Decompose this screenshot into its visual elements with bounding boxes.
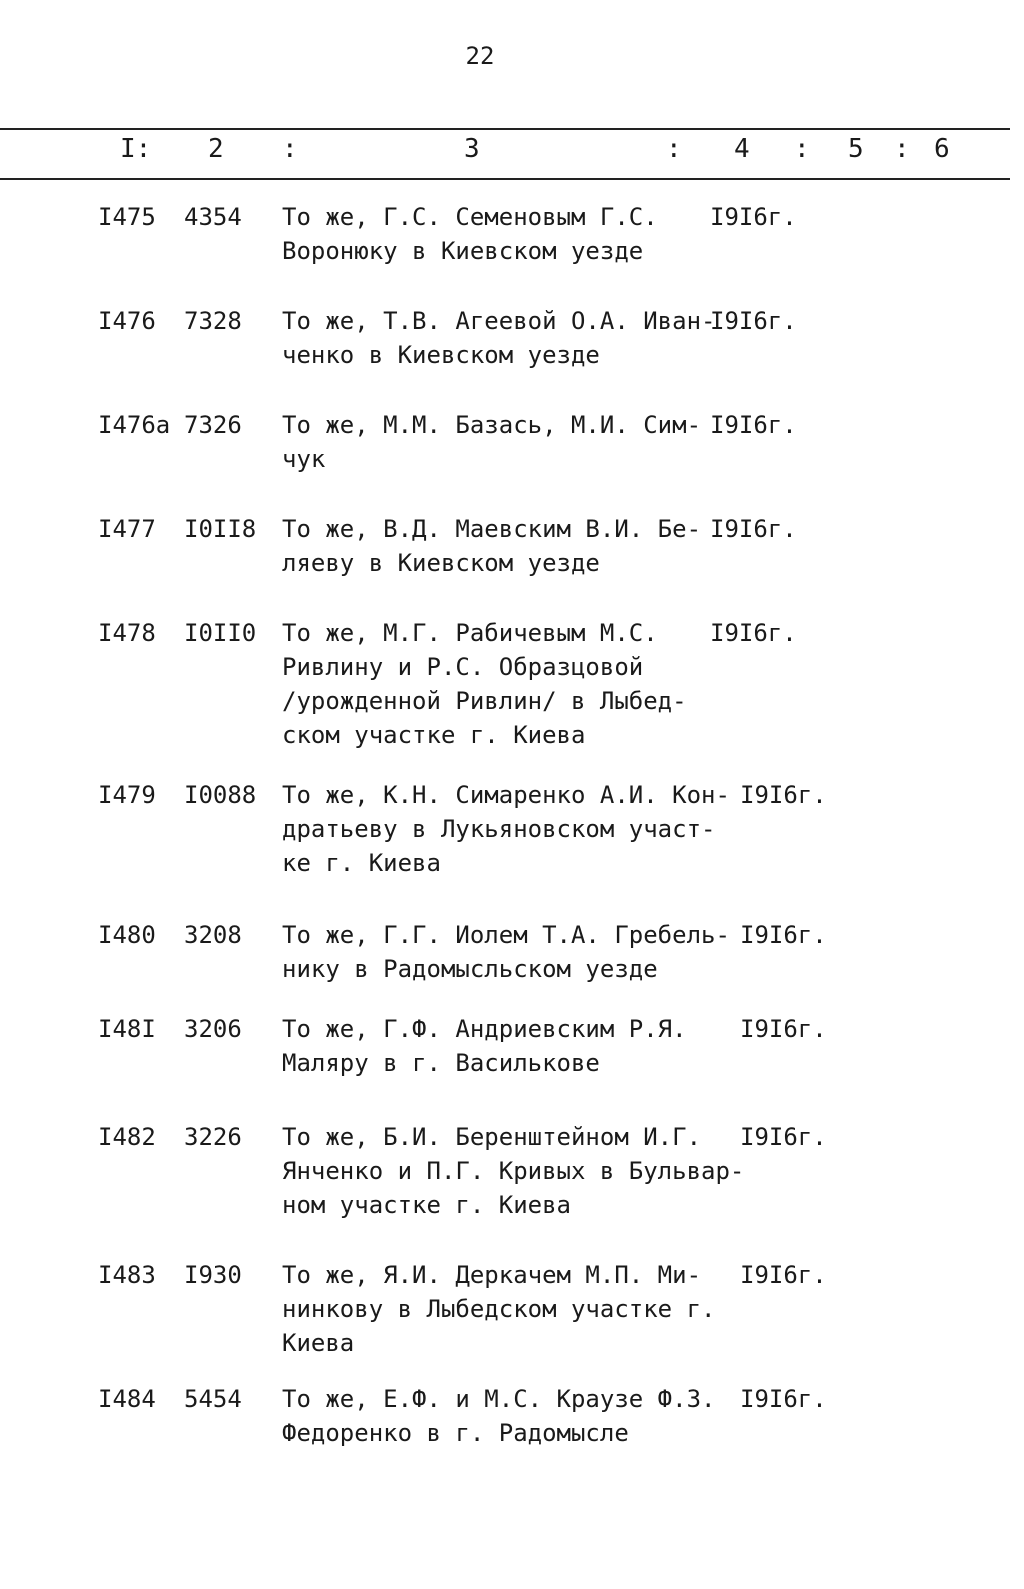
description-line: чук <box>282 445 326 473</box>
description-line: То же, Г.Г. Иолем Т.А. Гребель- <box>282 921 730 949</box>
description-line: Маляру в г. Василькове <box>282 1049 600 1077</box>
record-year: I9I6г. <box>710 411 797 439</box>
record-number: I475 <box>98 203 156 231</box>
column-header-2: 2 <box>208 134 224 164</box>
table-row <box>0 778 1010 918</box>
record-number: I477 <box>98 515 156 543</box>
description-line: То же, К.Н. Симаренко А.И. Кон- <box>282 781 730 809</box>
table-row <box>0 408 1010 512</box>
description-line: Янченко и П.Г. Кривых в Бульвар- <box>282 1157 745 1185</box>
fund-number: I0II8 <box>184 515 257 543</box>
description-line: нинкову в Лыбедском участке г. <box>282 1295 716 1323</box>
record-number: I483 <box>98 1261 156 1289</box>
column-header-row <box>0 134 1010 170</box>
column-header-1: I: <box>120 134 152 164</box>
description-line: /урожденной Ривлин/ в Лыбед- <box>282 687 687 715</box>
description-line: То же, Е.Ф. и М.С. Краузе Ф.З. <box>282 1385 716 1413</box>
description-line: нику в Радомысльском уезде <box>282 955 658 983</box>
description-line: ском участке г. Киева <box>282 721 586 749</box>
description-line: То же, Б.И. Беренштейном И.Г. <box>282 1123 702 1151</box>
record-description <box>282 1012 722 1080</box>
description-line: Киева <box>282 1329 355 1357</box>
table-row <box>0 1382 1010 1462</box>
column-separator: : <box>894 134 910 164</box>
record-list <box>0 200 1010 1462</box>
record-description <box>282 1382 722 1450</box>
record-year: I9I6г. <box>740 781 827 809</box>
table-row <box>0 1120 1010 1258</box>
fund-number: 7326 <box>184 411 242 439</box>
page-number: 22 <box>465 42 495 70</box>
record-year: I9I6г. <box>710 307 797 335</box>
record-description <box>282 1258 722 1360</box>
record-year: I9I6г. <box>740 1385 827 1413</box>
fund-number: 7328 <box>184 307 242 335</box>
record-description <box>282 408 722 476</box>
record-number: I479 <box>98 781 156 809</box>
record-year: I9I6г. <box>740 1261 827 1289</box>
record-year: I9I6г. <box>740 1015 827 1043</box>
table-row <box>0 512 1010 616</box>
table-row <box>0 918 1010 1012</box>
description-line: ном участке г. Киева <box>282 1191 571 1219</box>
description-line: ке г. Киева <box>282 849 441 877</box>
fund-number: 3226 <box>184 1123 242 1151</box>
table-row <box>0 616 1010 778</box>
description-line: Федоренко в г. Радомысле <box>282 1419 629 1447</box>
description-line: ченко в Киевском уезде <box>282 341 600 369</box>
record-number: I476а <box>98 411 171 439</box>
record-year: I9I6г. <box>740 921 827 949</box>
description-line: То же, Я.И. Деркачем М.П. Ми- <box>282 1261 702 1289</box>
record-description <box>282 1120 745 1222</box>
column-header-6: 6 <box>934 134 950 164</box>
record-description <box>282 918 730 986</box>
table-row <box>0 304 1010 408</box>
record-number: I480 <box>98 921 156 949</box>
description-line: Воронюку в Киевском уезде <box>282 237 644 265</box>
column-header-5: 5 <box>848 134 864 164</box>
description-line: То же, Г.С. Семеновым Г.С. <box>282 203 658 231</box>
table-row <box>0 1012 1010 1120</box>
record-number: I48I <box>98 1015 156 1043</box>
table-header-rule <box>0 178 1010 180</box>
description-line: То же, В.Д. Маевским В.И. Бе- <box>282 515 702 543</box>
description-line: дратьеву в Лукьяновском участ- <box>282 815 716 843</box>
table-row <box>0 1258 1010 1382</box>
record-number: I478 <box>98 619 156 647</box>
record-number: I484 <box>98 1385 156 1413</box>
fund-number: 5454 <box>184 1385 242 1413</box>
fund-number: 3208 <box>184 921 242 949</box>
record-number: I482 <box>98 1123 156 1151</box>
record-description <box>282 616 722 752</box>
description-line: То же, Г.Ф. Андриевским Р.Я. <box>282 1015 687 1043</box>
fund-number: I0II0 <box>184 619 257 647</box>
description-line: То же, М.М. Базась, М.И. Сим- <box>282 411 702 439</box>
description-line: То же, Т.В. Агеевой О.А. Иван- <box>282 307 716 335</box>
record-description <box>282 778 730 880</box>
description-line: Ривлину и Р.С. Образцовой <box>282 653 644 681</box>
record-year: I9I6г. <box>740 1123 827 1151</box>
column-separator: : <box>282 134 298 164</box>
column-header-4: 4 <box>734 134 750 164</box>
record-year: I9I6г. <box>710 619 797 647</box>
column-separator: : <box>794 134 810 164</box>
column-header-3: 3 <box>464 134 480 164</box>
fund-number: 3206 <box>184 1015 242 1043</box>
record-number: I476 <box>98 307 156 335</box>
table-top-rule <box>0 128 1010 130</box>
fund-number: I0088 <box>184 781 257 809</box>
record-description <box>282 512 722 580</box>
record-description <box>282 200 722 268</box>
table-row <box>0 200 1010 304</box>
description-line: ляеву в Киевском уезде <box>282 549 600 577</box>
fund-number: 4354 <box>184 203 242 231</box>
record-year: I9I6г. <box>710 515 797 543</box>
record-year: I9I6г. <box>710 203 797 231</box>
fund-number: I930 <box>184 1261 242 1289</box>
column-separator: : <box>666 134 682 164</box>
record-description <box>282 304 722 372</box>
description-line: То же, М.Г. Рабичевым М.С. <box>282 619 658 647</box>
